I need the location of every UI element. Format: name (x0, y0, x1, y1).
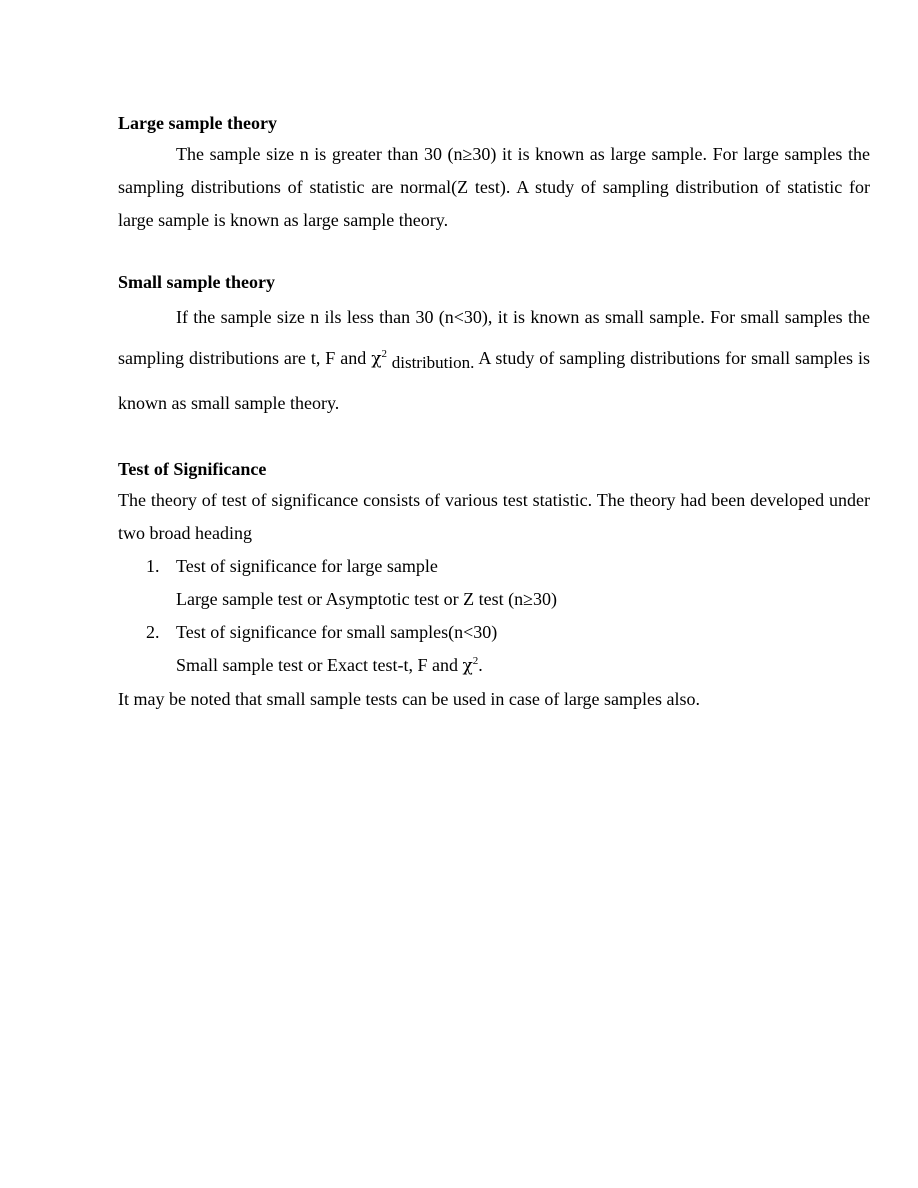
section-body: The sample size n is greater than 30 (n≥30) it is known as large sample. For large samples the sampling distributions of statistic are normal(Z test). A study of sampling distribution of statistic for large sample is known as large sample theory. (118, 144, 870, 230)
chi-superscript: 2 (381, 348, 388, 360)
list-number: 1. (146, 556, 160, 576)
document-page (118, 108, 870, 746)
chi-symbol: χ (371, 349, 382, 369)
section-heading: Small sample theory (118, 272, 275, 292)
body-text: A study of sampling distributions for small samples is known as small sample theory. (118, 348, 870, 413)
list-item-title: Test of significance for large sample (176, 556, 438, 576)
detail-text: Small sample test or Exact test-t, F and (176, 655, 463, 675)
section-small-sample-theory (118, 267, 870, 424)
list-number: 2. (146, 622, 160, 642)
chi-symbol: χ (462, 656, 473, 676)
body-text: distribution. (387, 353, 475, 372)
section-body (118, 297, 870, 424)
section-heading: Test of Significance (118, 459, 267, 479)
detail-text: . (478, 655, 483, 675)
section-closing: It may be noted that small sample tests can be used in case of large samples also. (118, 689, 701, 709)
section-heading: Large sample theory (118, 113, 277, 133)
list-item-detail: Large sample test or Asymptotic test or Z test (n≥30) (176, 589, 557, 609)
chi-superscript: 2 (472, 655, 479, 667)
list-item (118, 616, 870, 683)
section-test-of-significance (118, 454, 870, 716)
significance-list (118, 550, 870, 683)
section-large-sample-theory (118, 108, 870, 237)
body-text: If the sample size n ils less than 30 (n<30), it is known as small sample. For small samples the sampling distributions are t, F and (118, 307, 870, 368)
list-item-detail (118, 649, 870, 683)
list-item-title: Test of significance for small samples(n<30) (176, 622, 498, 642)
section-intro: The theory of test of significance consists of various test statistic. The theory had been developed under two broad heading (118, 490, 870, 543)
list-item (118, 550, 870, 616)
